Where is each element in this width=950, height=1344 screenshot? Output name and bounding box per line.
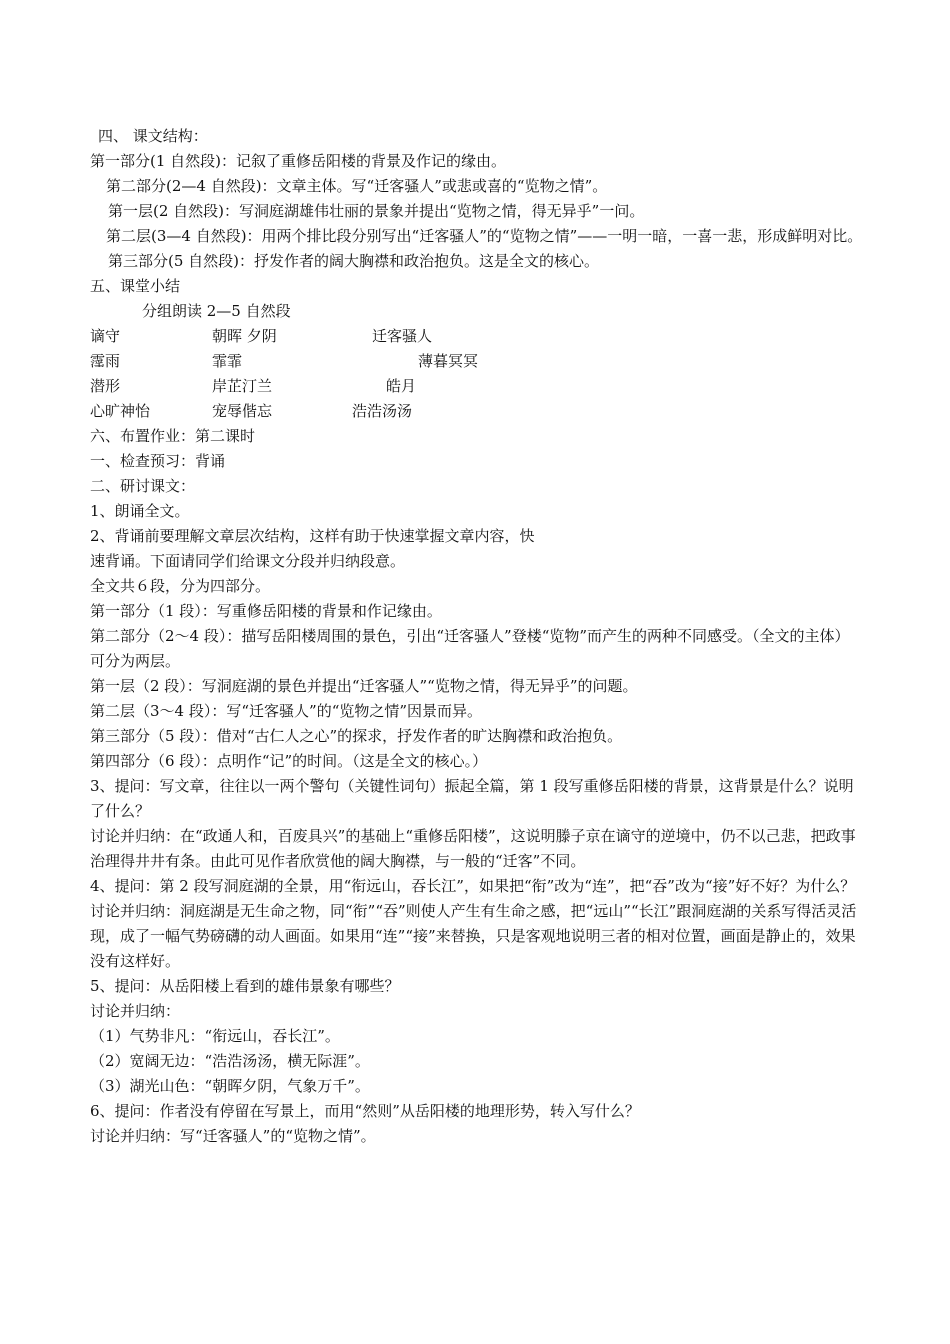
- vocab-word: 浩浩汤汤: [352, 402, 413, 420]
- section-heading-homework: 六、布置作业：第二课时: [90, 427, 256, 445]
- lesson-line: 第二层（3～4 段）：写“迁客骚人”的“览物之情”因景而异。: [90, 702, 483, 720]
- vocab-word: 岸芷汀兰: [212, 377, 273, 395]
- lesson-line: 5、提问：从岳阳楼上看到的雄伟景象有哪些？: [90, 977, 400, 995]
- vocab-word: 薄暮冥冥: [418, 352, 479, 370]
- lesson-line: 2、背诵前要理解文章层次结构，这样有助于快速掌握文章内容，快: [90, 527, 535, 545]
- vocab-row: [90, 374, 865, 399]
- lesson-line: （1）气势非凡：“衔远山，吞长江”。: [90, 1027, 340, 1045]
- structure-part-3: 第三部分(5 自然段)：抒发作者的阔大胸襟和政治抱负。这是全文的核心。: [108, 252, 600, 270]
- lesson-line: 讨论并归纳：在“政通人和，百废具兴”的基础上“重修岳阳楼”，这说明滕子京在谪守的逆境中，仍不以己悲，把政事治理得井井有条。由此可见作者欣赏他的阔大胸襟，与一般的“迁客”不同。: [90, 827, 856, 870]
- lesson-line: 第一部分（1 段）：写重修岳阳楼的背景和作记缘由。: [90, 602, 442, 620]
- vocab-word: 皓月: [386, 377, 417, 395]
- lesson-line: 6、提问：作者没有停留在写景上，而用“然则”从岳阳楼的地理形势，转入写什么？: [90, 1102, 640, 1120]
- lesson-line: 第四部分（6 段）：点明作“记”的时间。（这是全文的核心。）: [90, 752, 488, 770]
- lesson-line: （2）宽阔无边：“浩浩汤汤，横无际涯”。: [90, 1052, 370, 1070]
- lesson-line: 讨论并归纳：写“迁客骚人”的“览物之情”。: [90, 1127, 376, 1145]
- lesson-line: 讨论并归纳：: [90, 1002, 181, 1020]
- section-heading-structure: 四、 课文结构：: [98, 127, 208, 145]
- vocab-word: 迁客骚人: [372, 327, 433, 345]
- lesson-line: 全文共６段，分为四部分。: [90, 577, 271, 595]
- document-page: [90, 124, 865, 1149]
- section-heading-summary: 五、课堂小结: [90, 277, 181, 295]
- lesson-line: 1、朗诵全文。: [90, 502, 190, 520]
- lesson-line: （3）湖光山色：“朝晖夕阴，气象万千”。: [90, 1077, 370, 1095]
- vocab-word: 心旷神怡: [90, 402, 151, 420]
- lesson-line: 3、提问：写文章，往往以一两个警句（关键性词句）振起全篇，第 1 段写重修岳阳楼的背景，这背景是什么？说明了什么？: [90, 777, 854, 820]
- vocab-word: 霪雨: [90, 352, 121, 370]
- vocab-word: 谪守: [90, 327, 121, 345]
- summary-reading-instruction: 分组朗读 2—5 自然段: [142, 302, 291, 320]
- vocab-word: 潜形: [90, 377, 121, 395]
- structure-layer-2: 第二层(3—4 自然段)：用两个排比段分别写出“迁客骚人”的“览物之情”——一明一暗，一喜一悲，形成鲜明对比。: [106, 227, 863, 245]
- vocab-row: [90, 349, 865, 374]
- lesson-line: 第三部分（5 段）：借对“古仁人之心”的探求，抒发作者的旷达胸襟和政治抱负。: [90, 727, 623, 745]
- lesson-line: 第一层（2 段）：写洞庭湖的景色并提出“迁客骚人”“览物之情，得无异乎”的问题。: [90, 677, 638, 695]
- structure-part-1: 第一部分(1 自然段)：记叙了重修岳阳楼的背景及作记的缘由。: [90, 152, 507, 170]
- lesson-line: 二、研讨课文：: [90, 477, 196, 495]
- lesson-line: 一、检查预习：背诵: [90, 452, 226, 470]
- lesson-line: 速背诵。下面请同学们给课文分段并归纳段意。: [90, 552, 406, 570]
- vocab-row: [90, 399, 865, 424]
- vocab-word: 宠辱偕忘: [212, 402, 273, 420]
- vocab-row: [90, 324, 865, 349]
- lesson-line: 4、提问：第 2 段写洞庭湖的全景，用“衔远山，吞长江”，如果把“衔”改为“连”，把“吞”改为“接”好不好？为什么？: [90, 877, 856, 895]
- lesson-line: 讨论并归纳：洞庭湖是无生命之物，同“衔”“吞”则使人产生有生命之感，把“远山”“长江”跟洞庭湖的关系写得活灵活现，成了一幅气势磅礴的动人画面。如果用“连”“接”来替换，只是客观地说明三者的相对位置，画面是静止的，效果没有这样好。: [90, 902, 857, 970]
- structure-part-2: 第二部分(2—4 自然段)：文章主体。写“迁客骚人”或悲或喜的“览物之情”。: [106, 177, 608, 195]
- vocab-word: 霏霏: [212, 352, 243, 370]
- structure-layer-1: 第一层(2 自然段)：写洞庭湖雄伟壮丽的景象并提出“览物之情，得无异乎”一问。: [108, 202, 645, 220]
- lesson-line: 可分为两层。: [90, 652, 181, 670]
- lesson-line: 第二部分（2～4 段）：描写岳阳楼周围的景色，引出“迁客骚人”登楼“览物”而产生的两种不同感受。（全文的主体）: [90, 627, 850, 645]
- vocab-word: 朝晖 夕阴: [212, 327, 277, 345]
